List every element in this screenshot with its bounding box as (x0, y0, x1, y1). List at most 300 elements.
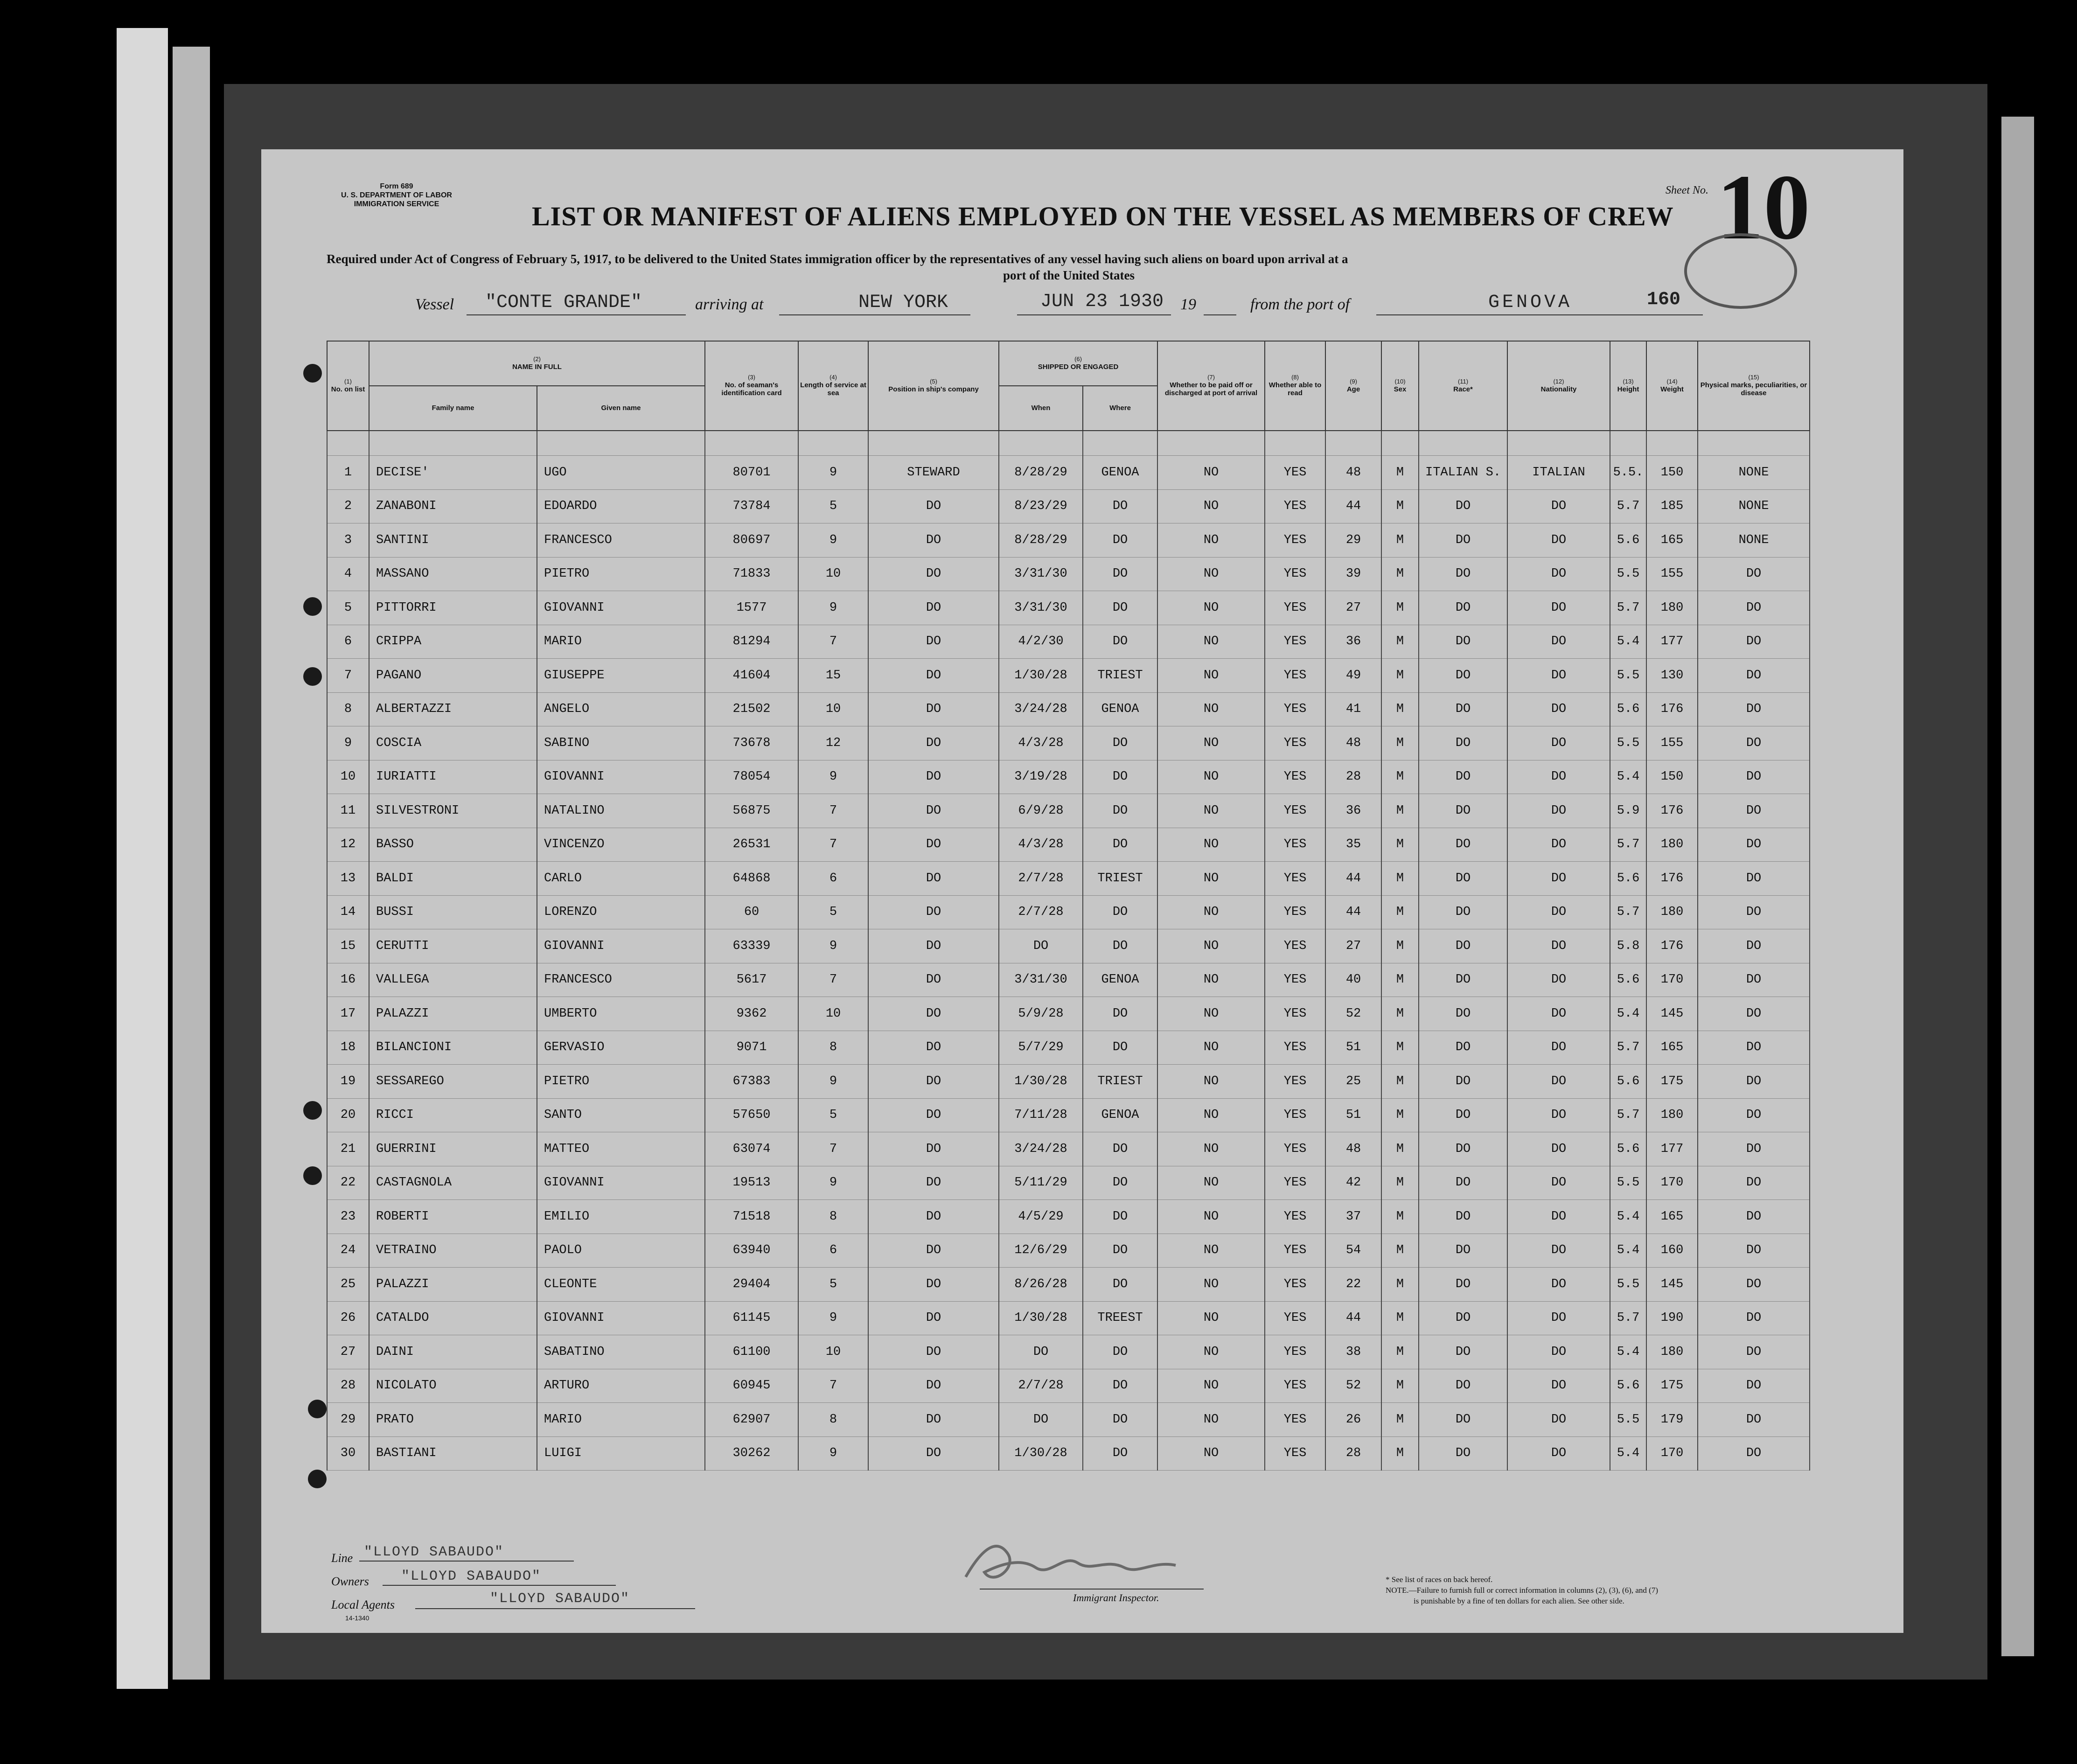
weight-cell: 155 (1646, 726, 1698, 760)
able-to-read-cell: YES (1265, 1403, 1325, 1437)
position-cell: DO (868, 1166, 999, 1200)
physical-marks-cell: NONE (1698, 523, 1810, 558)
nationality-cell: DO (1507, 1200, 1610, 1234)
height-cell: 5.7 (1610, 1301, 1646, 1335)
sex-cell: M (1381, 591, 1419, 625)
nationality-cell: DO (1507, 1098, 1610, 1132)
nationality-cell: DO (1507, 1403, 1610, 1437)
race-cell: DO (1419, 1200, 1507, 1234)
shipped-when-cell: DO (999, 1403, 1083, 1437)
position-cell: DO (868, 1403, 999, 1437)
given-name-cell: SANTO (537, 1098, 705, 1132)
sex-cell: M (1381, 1031, 1419, 1065)
weight-cell: 155 (1646, 557, 1698, 591)
nationality-cell: DO (1507, 1031, 1610, 1065)
position-cell: DO (868, 895, 999, 929)
weight-cell: 176 (1646, 862, 1698, 896)
race-cell: DO (1419, 997, 1507, 1031)
inspector-label: Immigrant Inspector. (1073, 1592, 1159, 1604)
sex-cell: M (1381, 1065, 1419, 1099)
id-card-number-cell: 30262 (705, 1436, 798, 1471)
table-row (327, 1234, 1810, 1268)
sex-cell: M (1381, 1098, 1419, 1132)
physical-marks-cell: DO (1698, 1031, 1810, 1065)
family-name-cell: MASSANO (369, 557, 537, 591)
owners-underline (383, 1585, 616, 1586)
row-number-cell: 25 (327, 1268, 369, 1302)
age-cell: 38 (1325, 1335, 1381, 1369)
age-cell: 36 (1325, 625, 1381, 659)
family-name-cell: SILVESTRONI (369, 794, 537, 828)
shipped-when-cell: 8/23/29 (999, 489, 1083, 523)
shipped-when-cell: 8/26/28 (999, 1268, 1083, 1302)
position-cell: STEWARD (868, 456, 999, 490)
shipped-when-cell: 3/24/28 (999, 1132, 1083, 1166)
nationality-cell: DO (1507, 1065, 1610, 1099)
given-name-cell: FRANCESCO (537, 523, 705, 558)
nationality-cell: DO (1507, 1268, 1610, 1302)
weight-cell: 165 (1646, 523, 1698, 558)
weight-cell: 180 (1646, 895, 1698, 929)
family-name-cell: BASSO (369, 828, 537, 862)
shipped-where-cell: DO (1083, 1268, 1157, 1302)
given-name-cell: LUIGI (537, 1436, 705, 1471)
id-card-number-cell: 60945 (705, 1369, 798, 1403)
race-cell: DO (1419, 1166, 1507, 1200)
col-header-age: (9) Age (1325, 341, 1381, 431)
col-header-where: Where (1083, 386, 1157, 431)
given-name-cell: LORENZO (537, 895, 705, 929)
sex-cell: M (1381, 489, 1419, 523)
sex-cell: M (1381, 1335, 1419, 1369)
family-name-cell: RICCI (369, 1098, 537, 1132)
punch-hole (308, 1470, 327, 1488)
family-name-cell: PITTORRI (369, 591, 537, 625)
id-card-number-cell: 56875 (705, 794, 798, 828)
physical-marks-cell: DO (1698, 1065, 1810, 1099)
nationality-cell: DO (1507, 523, 1610, 558)
table-row (327, 794, 1810, 828)
paid-off-cell: NO (1157, 1098, 1265, 1132)
id-card-number-cell: 80697 (705, 523, 798, 558)
position-cell: DO (868, 862, 999, 896)
manifest-subtitle-2: port of the United States (1003, 268, 1135, 282)
id-card-number-cell: 63339 (705, 929, 798, 963)
able-to-read-cell: YES (1265, 557, 1325, 591)
table-row (327, 1065, 1810, 1099)
family-name-cell: COSCIA (369, 726, 537, 760)
paid-off-cell: NO (1157, 1031, 1265, 1065)
id-card-number-cell: 62907 (705, 1403, 798, 1437)
shipped-where-cell: DO (1083, 828, 1157, 862)
id-card-number-cell: 63940 (705, 1234, 798, 1268)
family-name-cell: BALDI (369, 862, 537, 896)
physical-marks-cell: DO (1698, 1369, 1810, 1403)
col-header-height: (13) Height (1610, 341, 1646, 431)
row-number-cell: 11 (327, 794, 369, 828)
col-header-name: (2) NAME IN FULL (369, 341, 705, 386)
position-cell: DO (868, 557, 999, 591)
sex-cell: M (1381, 726, 1419, 760)
shipped-when-cell: 3/31/30 (999, 963, 1083, 997)
given-name-cell: EMILIO (537, 1200, 705, 1234)
inspector-signature (956, 1535, 1199, 1591)
col-header-nationality: (12) Nationality (1507, 341, 1610, 431)
sex-cell: M (1381, 625, 1419, 659)
shipped-where-cell: DO (1083, 1403, 1157, 1437)
shipped-where-cell: GENOA (1083, 692, 1157, 726)
family-name-cell: VALLEGA (369, 963, 537, 997)
position-cell: DO (868, 1200, 999, 1234)
height-cell: 5.6 (1610, 1132, 1646, 1166)
punch-hole (303, 597, 322, 616)
age-cell: 44 (1325, 1301, 1381, 1335)
age-cell: 48 (1325, 456, 1381, 490)
sex-cell: M (1381, 997, 1419, 1031)
service-length-cell: 7 (798, 963, 868, 997)
paid-off-cell: NO (1157, 557, 1265, 591)
race-cell: DO (1419, 1031, 1507, 1065)
family-name-cell: NICOLATO (369, 1369, 537, 1403)
table-row (327, 997, 1810, 1031)
weight-cell: 177 (1646, 1132, 1698, 1166)
date-underline (1017, 314, 1171, 315)
height-cell: 5.7 (1610, 591, 1646, 625)
height-cell: 5.6 (1610, 862, 1646, 896)
agents-label: Local Agents (331, 1598, 395, 1611)
shipped-when-cell: 5/11/29 (999, 1166, 1083, 1200)
position-cell: DO (868, 1234, 999, 1268)
service-length-cell: 7 (798, 1369, 868, 1403)
id-card-number-cell: 29404 (705, 1268, 798, 1302)
position-cell: DO (868, 659, 999, 693)
shipped-where-cell: GENOA (1083, 963, 1157, 997)
family-name-cell: SANTINI (369, 523, 537, 558)
paid-off-cell: NO (1157, 760, 1265, 794)
row-number-cell: 4 (327, 557, 369, 591)
family-name-cell: PALAZZI (369, 997, 537, 1031)
weight-cell: 185 (1646, 489, 1698, 523)
row-number-cell: 5 (327, 591, 369, 625)
height-cell: 5.5. (1610, 456, 1646, 490)
family-name-cell: ROBERTI (369, 1200, 537, 1234)
able-to-read-cell: YES (1265, 1200, 1325, 1234)
height-cell: 5.4 (1610, 625, 1646, 659)
shipped-when-cell: 2/7/28 (999, 862, 1083, 896)
given-name-cell: NATALINO (537, 794, 705, 828)
paid-off-cell: NO (1157, 1369, 1265, 1403)
given-name-cell: GERVASIO (537, 1031, 705, 1065)
paid-off-cell: NO (1157, 692, 1265, 726)
weight-cell: 165 (1646, 1031, 1698, 1065)
position-cell: DO (868, 523, 999, 558)
age-cell: 28 (1325, 1436, 1381, 1471)
table-row (327, 625, 1810, 659)
service-length-cell: 8 (798, 1200, 868, 1234)
age-cell: 26 (1325, 1403, 1381, 1437)
shipped-when-cell: 7/11/28 (999, 1098, 1083, 1132)
table-row (327, 1166, 1810, 1200)
department-label: U. S. DEPARTMENT OF LABOR (341, 191, 452, 200)
able-to-read-cell: YES (1265, 1234, 1325, 1268)
punch-hole (303, 1166, 322, 1185)
paid-off-cell: NO (1157, 862, 1265, 896)
nationality-cell: DO (1507, 1436, 1610, 1471)
table-row (327, 591, 1810, 625)
family-name-cell: VETRAINO (369, 1234, 537, 1268)
able-to-read-cell: YES (1265, 1268, 1325, 1302)
age-cell: 39 (1325, 557, 1381, 591)
paid-off-cell: NO (1157, 1065, 1265, 1099)
paid-off-cell: NO (1157, 1132, 1265, 1166)
row-number-cell: 21 (327, 1132, 369, 1166)
paid-off-cell: NO (1157, 659, 1265, 693)
nationality-cell: DO (1507, 1132, 1610, 1166)
height-cell: 5.6 (1610, 1065, 1646, 1099)
id-card-number-cell: 63074 (705, 1132, 798, 1166)
race-cell: DO (1419, 1234, 1507, 1268)
table-row (327, 1369, 1810, 1403)
id-card-number-cell: 5617 (705, 963, 798, 997)
form-identifier (327, 182, 467, 209)
owners-label: Owners (331, 1575, 369, 1588)
table-row (327, 862, 1810, 896)
row-number-cell: 23 (327, 1200, 369, 1234)
weight-cell: 170 (1646, 1166, 1698, 1200)
race-cell: DO (1419, 1301, 1507, 1335)
shipped-where-cell: DO (1083, 1166, 1157, 1200)
given-name-cell: PAOLO (537, 1234, 705, 1268)
left-paper-edge-2 (173, 47, 210, 1680)
able-to-read-cell: YES (1265, 929, 1325, 963)
position-cell: DO (868, 1132, 999, 1166)
able-to-read-cell: YES (1265, 1335, 1325, 1369)
paid-off-cell: NO (1157, 794, 1265, 828)
given-name-cell: PIETRO (537, 1065, 705, 1099)
col-header-race: (11) Race* (1419, 341, 1507, 431)
able-to-read-cell: YES (1265, 862, 1325, 896)
able-to-read-cell: YES (1265, 1065, 1325, 1099)
col-header-weight: (14) Weight (1646, 341, 1698, 431)
position-cell: DO (868, 1301, 999, 1335)
height-cell: 5.6 (1610, 692, 1646, 726)
shipped-where-cell: DO (1083, 895, 1157, 929)
table-row (327, 489, 1810, 523)
given-name-cell: CARLO (537, 862, 705, 896)
height-cell: 5.6 (1610, 523, 1646, 558)
age-cell: 22 (1325, 1268, 1381, 1302)
inspector-underline (980, 1589, 1204, 1590)
age-cell: 37 (1325, 1200, 1381, 1234)
able-to-read-cell: YES (1265, 726, 1325, 760)
position-cell: DO (868, 726, 999, 760)
given-name-cell: SABINO (537, 726, 705, 760)
form-label: Form 689 (380, 182, 413, 190)
position-cell: DO (868, 1335, 999, 1369)
punch-hole (308, 1400, 327, 1418)
shipped-when-cell: 4/5/29 (999, 1200, 1083, 1234)
table-row (327, 929, 1810, 963)
age-cell: 54 (1325, 1234, 1381, 1268)
sex-cell: M (1381, 963, 1419, 997)
id-card-number-cell: 81294 (705, 625, 798, 659)
table-row (327, 1301, 1810, 1335)
physical-marks-cell: DO (1698, 659, 1810, 693)
shipped-where-cell: DO (1083, 794, 1157, 828)
row-number-cell: 19 (327, 1065, 369, 1099)
sex-cell: M (1381, 659, 1419, 693)
family-name-cell: DECISE' (369, 456, 537, 490)
physical-marks-cell: DO (1698, 997, 1810, 1031)
shipped-when-cell: 4/3/28 (999, 726, 1083, 760)
height-cell: 5.5 (1610, 659, 1646, 693)
row-number-cell: 6 (327, 625, 369, 659)
given-name-cell: PIETRO (537, 557, 705, 591)
sex-cell: M (1381, 1301, 1419, 1335)
paid-off-cell: NO (1157, 456, 1265, 490)
height-cell: 5.8 (1610, 929, 1646, 963)
row-number-cell: 9 (327, 726, 369, 760)
service-length-cell: 5 (798, 1098, 868, 1132)
race-cell: DO (1419, 1335, 1507, 1369)
id-card-number-cell: 64868 (705, 862, 798, 896)
paid-off-cell: NO (1157, 963, 1265, 997)
age-cell: 52 (1325, 997, 1381, 1031)
paid-off-cell: NO (1157, 1335, 1265, 1369)
punch-hole (303, 667, 322, 686)
id-card-number-cell: 61145 (705, 1301, 798, 1335)
id-card-number-cell: 9362 (705, 997, 798, 1031)
physical-marks-cell: DO (1698, 1436, 1810, 1471)
family-name-cell: BUSSI (369, 895, 537, 929)
id-card-number-cell: 67383 (705, 1065, 798, 1099)
family-name-cell: CERUTTI (369, 929, 537, 963)
able-to-read-cell: YES (1265, 692, 1325, 726)
race-cell: DO (1419, 929, 1507, 963)
family-name-cell: PRATO (369, 1403, 537, 1437)
physical-marks-cell: NONE (1698, 456, 1810, 490)
paid-off-cell: NO (1157, 591, 1265, 625)
row-number-cell: 18 (327, 1031, 369, 1065)
given-name-cell: MATTEO (537, 1132, 705, 1166)
shipped-when-cell: 4/2/30 (999, 625, 1083, 659)
family-name-cell: GUERRINI (369, 1132, 537, 1166)
shipped-where-cell: TREEST (1083, 1301, 1157, 1335)
row-number-cell: 3 (327, 523, 369, 558)
shipped-when-cell: 1/30/28 (999, 1301, 1083, 1335)
service-length-cell: 8 (798, 1031, 868, 1065)
weight-cell: 180 (1646, 1335, 1698, 1369)
position-cell: DO (868, 1369, 999, 1403)
given-name-cell: UMBERTO (537, 997, 705, 1031)
service-length-cell: 9 (798, 760, 868, 794)
paid-off-cell: NO (1157, 1200, 1265, 1234)
row-number-cell: 7 (327, 659, 369, 693)
given-name-cell: GIOVANNI (537, 760, 705, 794)
nationality-cell: DO (1507, 1301, 1610, 1335)
weight-cell: 176 (1646, 692, 1698, 726)
given-name-cell: GIOVANNI (537, 1166, 705, 1200)
given-name-cell: SABATINO (537, 1335, 705, 1369)
row-number-cell: 29 (327, 1403, 369, 1437)
height-cell: 5.4 (1610, 1200, 1646, 1234)
table-row (327, 1200, 1810, 1234)
col-header-read: (8) Whether able to read (1265, 341, 1325, 431)
position-cell: DO (868, 692, 999, 726)
race-cell: DO (1419, 726, 1507, 760)
family-name-cell: BASTIANI (369, 1436, 537, 1471)
shipped-where-cell: TRIEST (1083, 1065, 1157, 1099)
shipped-when-cell: 4/3/28 (999, 828, 1083, 862)
id-card-number-cell: 1577 (705, 591, 798, 625)
table-row (327, 1403, 1810, 1437)
shipped-where-cell: DO (1083, 591, 1157, 625)
line-label: Line (331, 1551, 353, 1565)
physical-marks-cell: DO (1698, 929, 1810, 963)
shipped-where-cell: TRIEST (1083, 862, 1157, 896)
id-card-number-cell: 9071 (705, 1031, 798, 1065)
height-cell: 5.7 (1610, 489, 1646, 523)
row-number-cell: 20 (327, 1098, 369, 1132)
age-cell: 35 (1325, 828, 1381, 862)
paid-off-cell: NO (1157, 489, 1265, 523)
height-cell: 5.7 (1610, 1031, 1646, 1065)
table-row (327, 456, 1810, 490)
table-row (327, 1436, 1810, 1471)
col-header-marks: (15) Physical marks, peculiarities, or disease (1698, 341, 1810, 431)
nationality-cell: DO (1507, 1234, 1610, 1268)
age-cell: 25 (1325, 1065, 1381, 1099)
service-length-cell: 10 (798, 1335, 868, 1369)
shipped-when-cell: DO (999, 1335, 1083, 1369)
col-header-given-name: Given name (537, 386, 705, 431)
shipped-when-cell: 1/30/28 (999, 1436, 1083, 1471)
weight-cell: 130 (1646, 659, 1698, 693)
service-length-cell: 9 (798, 1301, 868, 1335)
row-number-cell: 17 (327, 997, 369, 1031)
shipped-where-cell: DO (1083, 1200, 1157, 1234)
shipped-where-cell: DO (1083, 489, 1157, 523)
row-number-cell: 14 (327, 895, 369, 929)
paid-off-cell: NO (1157, 1301, 1265, 1335)
physical-marks-cell: DO (1698, 862, 1810, 896)
arrival-underline (779, 314, 970, 315)
family-name-cell: DAINI (369, 1335, 537, 1369)
age-cell: 27 (1325, 591, 1381, 625)
physical-marks-cell: DO (1698, 1268, 1810, 1302)
race-cell: DO (1419, 1403, 1507, 1437)
col-header-service: (4) Length of service at sea (798, 341, 868, 431)
age-cell: 40 (1325, 963, 1381, 997)
manifest-subtitle-1: Required under Act of Congress of February 5, 1917, to be delivered to the United States immigration officer by the representatives of any vessel having such aliens on board upon arrival at a (327, 252, 1348, 266)
shipped-when-cell: 1/30/28 (999, 659, 1083, 693)
given-name-cell: EDOARDO (537, 489, 705, 523)
race-cell: DO (1419, 1268, 1507, 1302)
age-cell: 44 (1325, 489, 1381, 523)
family-name-cell: CASTAGNOLA (369, 1166, 537, 1200)
crew-count: 160 (1647, 289, 1681, 310)
row-number-cell: 16 (327, 963, 369, 997)
height-cell: 5.5 (1610, 726, 1646, 760)
nationality-cell: DO (1507, 1335, 1610, 1369)
race-cell: DO (1419, 557, 1507, 591)
row-number-cell: 15 (327, 929, 369, 963)
year-underline (1204, 314, 1236, 315)
able-to-read-cell: YES (1265, 456, 1325, 490)
family-name-cell: CRIPPA (369, 625, 537, 659)
shipped-when-cell: 2/7/28 (999, 1369, 1083, 1403)
weight-cell: 180 (1646, 1098, 1698, 1132)
